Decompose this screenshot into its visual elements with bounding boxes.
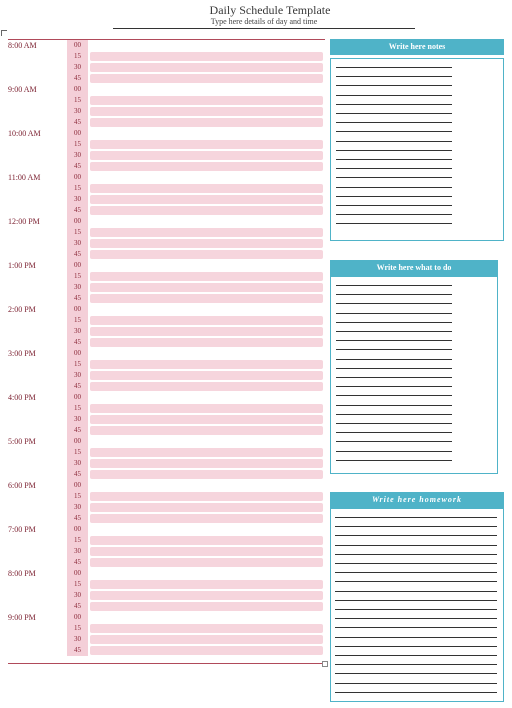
minute-label: 15 bbox=[67, 447, 88, 458]
ruled-line bbox=[335, 563, 497, 564]
time-slot[interactable] bbox=[0, 150, 330, 161]
hour-label: 6:00 PM bbox=[8, 481, 36, 490]
schedule-grid bbox=[0, 40, 330, 662]
minute-label: 45 bbox=[67, 293, 88, 304]
minute-label: 30 bbox=[67, 458, 88, 469]
slot-bar[interactable] bbox=[90, 250, 323, 259]
minute-label: 15 bbox=[67, 535, 88, 546]
ruled-line bbox=[335, 673, 497, 674]
ruled-line bbox=[336, 196, 452, 197]
time-slot[interactable] bbox=[0, 161, 330, 172]
slot-bar[interactable] bbox=[90, 415, 323, 424]
minute-label: 00 bbox=[67, 304, 88, 315]
slot-bar[interactable] bbox=[90, 184, 323, 193]
slot-bar[interactable] bbox=[90, 294, 323, 303]
minute-label: 30 bbox=[67, 238, 88, 249]
time-slot[interactable] bbox=[0, 117, 330, 128]
ruled-line bbox=[336, 214, 452, 215]
panel-todo bbox=[330, 260, 504, 474]
ruled-line bbox=[336, 131, 452, 132]
time-slot[interactable] bbox=[0, 513, 330, 524]
minute-label: 30 bbox=[67, 370, 88, 381]
time-slot[interactable] bbox=[0, 227, 330, 238]
slot-bar[interactable] bbox=[90, 74, 323, 83]
ruled-line bbox=[336, 423, 452, 424]
time-slot[interactable] bbox=[0, 535, 330, 546]
ruled-line bbox=[336, 294, 452, 295]
minute-label: 15 bbox=[67, 183, 88, 194]
time-slot[interactable] bbox=[0, 557, 330, 568]
ruled-line bbox=[336, 95, 452, 96]
hour-label: 2:00 PM bbox=[8, 305, 36, 314]
hour-label: 12:00 PM bbox=[8, 217, 40, 226]
hour-label: 3:00 PM bbox=[8, 349, 36, 358]
minute-label: 00 bbox=[67, 568, 88, 579]
hour-label: 8:00 AM bbox=[8, 41, 37, 50]
ruled-line bbox=[336, 168, 452, 169]
ruled-line bbox=[336, 377, 452, 378]
panel-todo-box[interactable] bbox=[330, 276, 498, 474]
slot-bar[interactable] bbox=[90, 624, 323, 633]
ruled-line bbox=[336, 141, 452, 142]
slot-bar[interactable] bbox=[90, 459, 323, 468]
slot-bar[interactable] bbox=[90, 580, 323, 589]
minute-label: 30 bbox=[67, 62, 88, 73]
slot-bar[interactable] bbox=[90, 195, 323, 204]
minute-label: 00 bbox=[67, 480, 88, 491]
hour-label: 1:00 PM bbox=[8, 261, 36, 270]
time-slot[interactable] bbox=[0, 40, 330, 51]
slot-bar[interactable] bbox=[90, 360, 323, 369]
time-slot[interactable] bbox=[0, 392, 330, 403]
ruled-line bbox=[336, 414, 452, 415]
ruled-line bbox=[336, 359, 452, 360]
ruled-line bbox=[336, 303, 452, 304]
time-slot[interactable] bbox=[0, 326, 330, 337]
minute-label: 45 bbox=[67, 249, 88, 260]
minute-label: 15 bbox=[67, 579, 88, 590]
time-slot[interactable] bbox=[0, 458, 330, 469]
panel-homework-heading: Write here homework bbox=[330, 492, 504, 508]
time-slot[interactable] bbox=[0, 293, 330, 304]
slot-bar[interactable] bbox=[90, 470, 323, 479]
ruled-line bbox=[336, 85, 452, 86]
time-slot[interactable] bbox=[0, 62, 330, 73]
ruled-line bbox=[335, 600, 497, 601]
minute-label: 30 bbox=[67, 106, 88, 117]
panel-homework-box[interactable] bbox=[330, 508, 504, 702]
minute-label: 15 bbox=[67, 359, 88, 370]
ruled-line bbox=[336, 340, 452, 341]
time-slot[interactable] bbox=[0, 568, 330, 579]
slot-bar[interactable] bbox=[90, 536, 323, 545]
slot-bar[interactable] bbox=[90, 591, 323, 600]
minute-label: 30 bbox=[67, 194, 88, 205]
time-slot[interactable] bbox=[0, 645, 330, 656]
ruled-line bbox=[335, 664, 497, 665]
time-slot[interactable] bbox=[0, 370, 330, 381]
minute-label: 15 bbox=[67, 51, 88, 62]
minute-label: 00 bbox=[67, 40, 88, 51]
ruled-line bbox=[335, 526, 497, 527]
ruled-line bbox=[336, 313, 452, 314]
hour-label: 10:00 AM bbox=[8, 129, 41, 138]
ruled-line bbox=[335, 609, 497, 610]
ruled-line bbox=[336, 368, 452, 369]
minute-label: 00 bbox=[67, 348, 88, 359]
time-slot[interactable] bbox=[0, 73, 330, 84]
slot-bar[interactable] bbox=[90, 492, 323, 501]
time-slot[interactable] bbox=[0, 172, 330, 183]
minute-label: 00 bbox=[67, 392, 88, 403]
minute-label: 15 bbox=[67, 403, 88, 414]
ruled-line bbox=[335, 646, 497, 647]
slot-bar[interactable] bbox=[90, 503, 323, 512]
minute-label: 30 bbox=[67, 326, 88, 337]
time-slot[interactable] bbox=[0, 359, 330, 370]
slot-bar[interactable] bbox=[90, 52, 323, 61]
slot-bar[interactable] bbox=[90, 162, 323, 171]
minute-label: 30 bbox=[67, 502, 88, 513]
ruled-line bbox=[335, 618, 497, 619]
minute-label: 30 bbox=[67, 414, 88, 425]
time-slot[interactable] bbox=[0, 216, 330, 227]
ruled-line bbox=[336, 405, 452, 406]
ruled-line bbox=[336, 331, 452, 332]
ruled-line bbox=[336, 349, 452, 350]
time-slot[interactable] bbox=[0, 590, 330, 601]
minute-label: 45 bbox=[67, 337, 88, 348]
time-slot[interactable] bbox=[0, 128, 330, 139]
slot-bar[interactable] bbox=[90, 382, 323, 391]
slot-bar[interactable] bbox=[90, 228, 323, 237]
hour-label: 7:00 PM bbox=[8, 525, 36, 534]
time-slot[interactable] bbox=[0, 304, 330, 315]
page-subtitle: Type here details of day and time bbox=[113, 17, 415, 29]
minute-label: 00 bbox=[67, 260, 88, 271]
slot-bar[interactable] bbox=[90, 547, 323, 556]
minute-label: 15 bbox=[67, 95, 88, 106]
minute-label: 45 bbox=[67, 557, 88, 568]
minute-label: 15 bbox=[67, 139, 88, 150]
time-slot[interactable] bbox=[0, 348, 330, 359]
slot-bar[interactable] bbox=[90, 118, 323, 127]
panel-notes-heading: Write here notes bbox=[330, 39, 504, 55]
minute-label: 00 bbox=[67, 84, 88, 95]
slot-bar[interactable] bbox=[90, 107, 323, 116]
ruled-line bbox=[336, 113, 452, 114]
ruled-line bbox=[336, 205, 452, 206]
time-slot[interactable] bbox=[0, 238, 330, 249]
ruled-line bbox=[336, 76, 452, 77]
ruled-line bbox=[336, 67, 452, 68]
minute-label: 15 bbox=[67, 623, 88, 634]
time-slot[interactable] bbox=[0, 491, 330, 502]
minute-label: 45 bbox=[67, 425, 88, 436]
ruled-line bbox=[335, 545, 497, 546]
time-slot[interactable] bbox=[0, 183, 330, 194]
minute-label: 00 bbox=[67, 172, 88, 183]
ruled-line bbox=[335, 554, 497, 555]
time-slot[interactable] bbox=[0, 139, 330, 150]
time-slot[interactable] bbox=[0, 282, 330, 293]
ruled-line bbox=[335, 692, 497, 693]
minute-label: 15 bbox=[67, 227, 88, 238]
panel-homework bbox=[330, 492, 504, 702]
minute-label: 45 bbox=[67, 205, 88, 216]
slot-bar[interactable] bbox=[90, 206, 323, 215]
slot-bar[interactable] bbox=[90, 404, 323, 413]
bottom-rule bbox=[8, 663, 325, 664]
panel-todo-heading: Write here what to do bbox=[330, 260, 498, 276]
ruled-line bbox=[336, 104, 452, 105]
time-slot[interactable] bbox=[0, 601, 330, 612]
slot-bar[interactable] bbox=[90, 96, 323, 105]
minute-label: 00 bbox=[67, 612, 88, 623]
time-slot[interactable] bbox=[0, 469, 330, 480]
hour-label: 5:00 PM bbox=[8, 437, 36, 446]
time-slot[interactable] bbox=[0, 502, 330, 513]
ruled-line bbox=[336, 386, 452, 387]
hour-label: 11:00 AM bbox=[8, 173, 41, 182]
end-mark bbox=[322, 661, 328, 667]
slot-bar[interactable] bbox=[90, 646, 323, 655]
time-slot[interactable] bbox=[0, 271, 330, 282]
minute-label: 45 bbox=[67, 73, 88, 84]
ruled-line bbox=[336, 395, 452, 396]
ruled-line bbox=[336, 285, 452, 286]
minute-label: 30 bbox=[67, 546, 88, 557]
time-slot[interactable] bbox=[0, 337, 330, 348]
ruled-line bbox=[336, 177, 452, 178]
ruled-line bbox=[336, 159, 452, 160]
time-slot[interactable] bbox=[0, 634, 330, 645]
hour-label: 8:00 PM bbox=[8, 569, 36, 578]
page-title: Daily Schedule Template bbox=[209, 3, 331, 17]
minute-label: 45 bbox=[67, 469, 88, 480]
time-slot[interactable] bbox=[0, 623, 330, 634]
minute-label: 15 bbox=[67, 315, 88, 326]
minute-label: 00 bbox=[67, 128, 88, 139]
panel-notes-box[interactable] bbox=[330, 58, 504, 241]
minute-label: 30 bbox=[67, 590, 88, 601]
hour-label: 9:00 PM bbox=[8, 613, 36, 622]
ruled-line bbox=[335, 683, 497, 684]
minute-label: 45 bbox=[67, 513, 88, 524]
time-slot[interactable] bbox=[0, 579, 330, 590]
ruled-line bbox=[336, 441, 452, 442]
ruled-line bbox=[335, 572, 497, 573]
time-slot[interactable] bbox=[0, 194, 330, 205]
time-slot[interactable] bbox=[0, 414, 330, 425]
slot-bar[interactable] bbox=[90, 635, 323, 644]
time-slot[interactable] bbox=[0, 546, 330, 557]
ruled-line bbox=[336, 451, 452, 452]
slot-bar[interactable] bbox=[90, 448, 323, 457]
slot-bar[interactable] bbox=[90, 338, 323, 347]
slot-bar[interactable] bbox=[90, 151, 323, 160]
ruled-line bbox=[335, 637, 497, 638]
slot-bar[interactable] bbox=[90, 239, 323, 248]
slot-bar[interactable] bbox=[90, 426, 323, 435]
time-slot[interactable] bbox=[0, 205, 330, 216]
hour-label: 4:00 PM bbox=[8, 393, 36, 402]
time-slot[interactable] bbox=[0, 447, 330, 458]
ruled-line bbox=[335, 581, 497, 582]
minute-label: 45 bbox=[67, 381, 88, 392]
minute-label: 15 bbox=[67, 491, 88, 502]
hour-label: 9:00 AM bbox=[8, 85, 37, 94]
time-slot[interactable] bbox=[0, 612, 330, 623]
minute-label: 30 bbox=[67, 634, 88, 645]
ruled-line bbox=[336, 187, 452, 188]
ruled-line bbox=[336, 122, 452, 123]
time-slot[interactable] bbox=[0, 480, 330, 491]
minute-label: 45 bbox=[67, 161, 88, 172]
ruled-line bbox=[335, 655, 497, 656]
ruled-line bbox=[335, 627, 497, 628]
time-slot[interactable] bbox=[0, 106, 330, 117]
slot-bar[interactable] bbox=[90, 602, 323, 611]
time-slot[interactable] bbox=[0, 95, 330, 106]
ruled-line bbox=[336, 322, 452, 323]
time-slot[interactable] bbox=[0, 381, 330, 392]
time-slot[interactable] bbox=[0, 249, 330, 260]
time-slot[interactable] bbox=[0, 260, 330, 271]
slot-bar[interactable] bbox=[90, 514, 323, 523]
time-slot[interactable] bbox=[0, 436, 330, 447]
time-slot[interactable] bbox=[0, 84, 330, 95]
slot-bar[interactable] bbox=[90, 558, 323, 567]
ruled-line bbox=[335, 591, 497, 592]
minute-label: 30 bbox=[67, 282, 88, 293]
ruled-line bbox=[336, 150, 452, 151]
ruled-line bbox=[336, 432, 452, 433]
ruled-line bbox=[336, 223, 452, 224]
time-slot[interactable] bbox=[0, 403, 330, 414]
minute-label: 45 bbox=[67, 117, 88, 128]
time-slot[interactable] bbox=[0, 425, 330, 436]
slot-bar[interactable] bbox=[90, 63, 323, 72]
slot-bar[interactable] bbox=[90, 272, 323, 281]
minute-label: 45 bbox=[67, 601, 88, 612]
time-slot[interactable] bbox=[0, 315, 330, 326]
time-slot[interactable] bbox=[0, 51, 330, 62]
ruled-line bbox=[335, 517, 497, 518]
minute-label: 45 bbox=[67, 645, 88, 656]
slot-bar[interactable] bbox=[90, 140, 323, 149]
slot-bar[interactable] bbox=[90, 283, 323, 292]
panel-notes bbox=[330, 39, 504, 241]
minute-label: 30 bbox=[67, 150, 88, 161]
minute-label: 00 bbox=[67, 216, 88, 227]
slot-bar[interactable] bbox=[90, 327, 323, 336]
minute-label: 15 bbox=[67, 271, 88, 282]
minute-label: 00 bbox=[67, 524, 88, 535]
slot-bar[interactable] bbox=[90, 316, 323, 325]
minute-label: 00 bbox=[67, 436, 88, 447]
ruled-line bbox=[336, 460, 452, 461]
slot-bar[interactable] bbox=[90, 371, 323, 380]
ruled-line bbox=[335, 535, 497, 536]
corner-mark bbox=[1, 30, 7, 36]
time-slot[interactable] bbox=[0, 524, 330, 535]
